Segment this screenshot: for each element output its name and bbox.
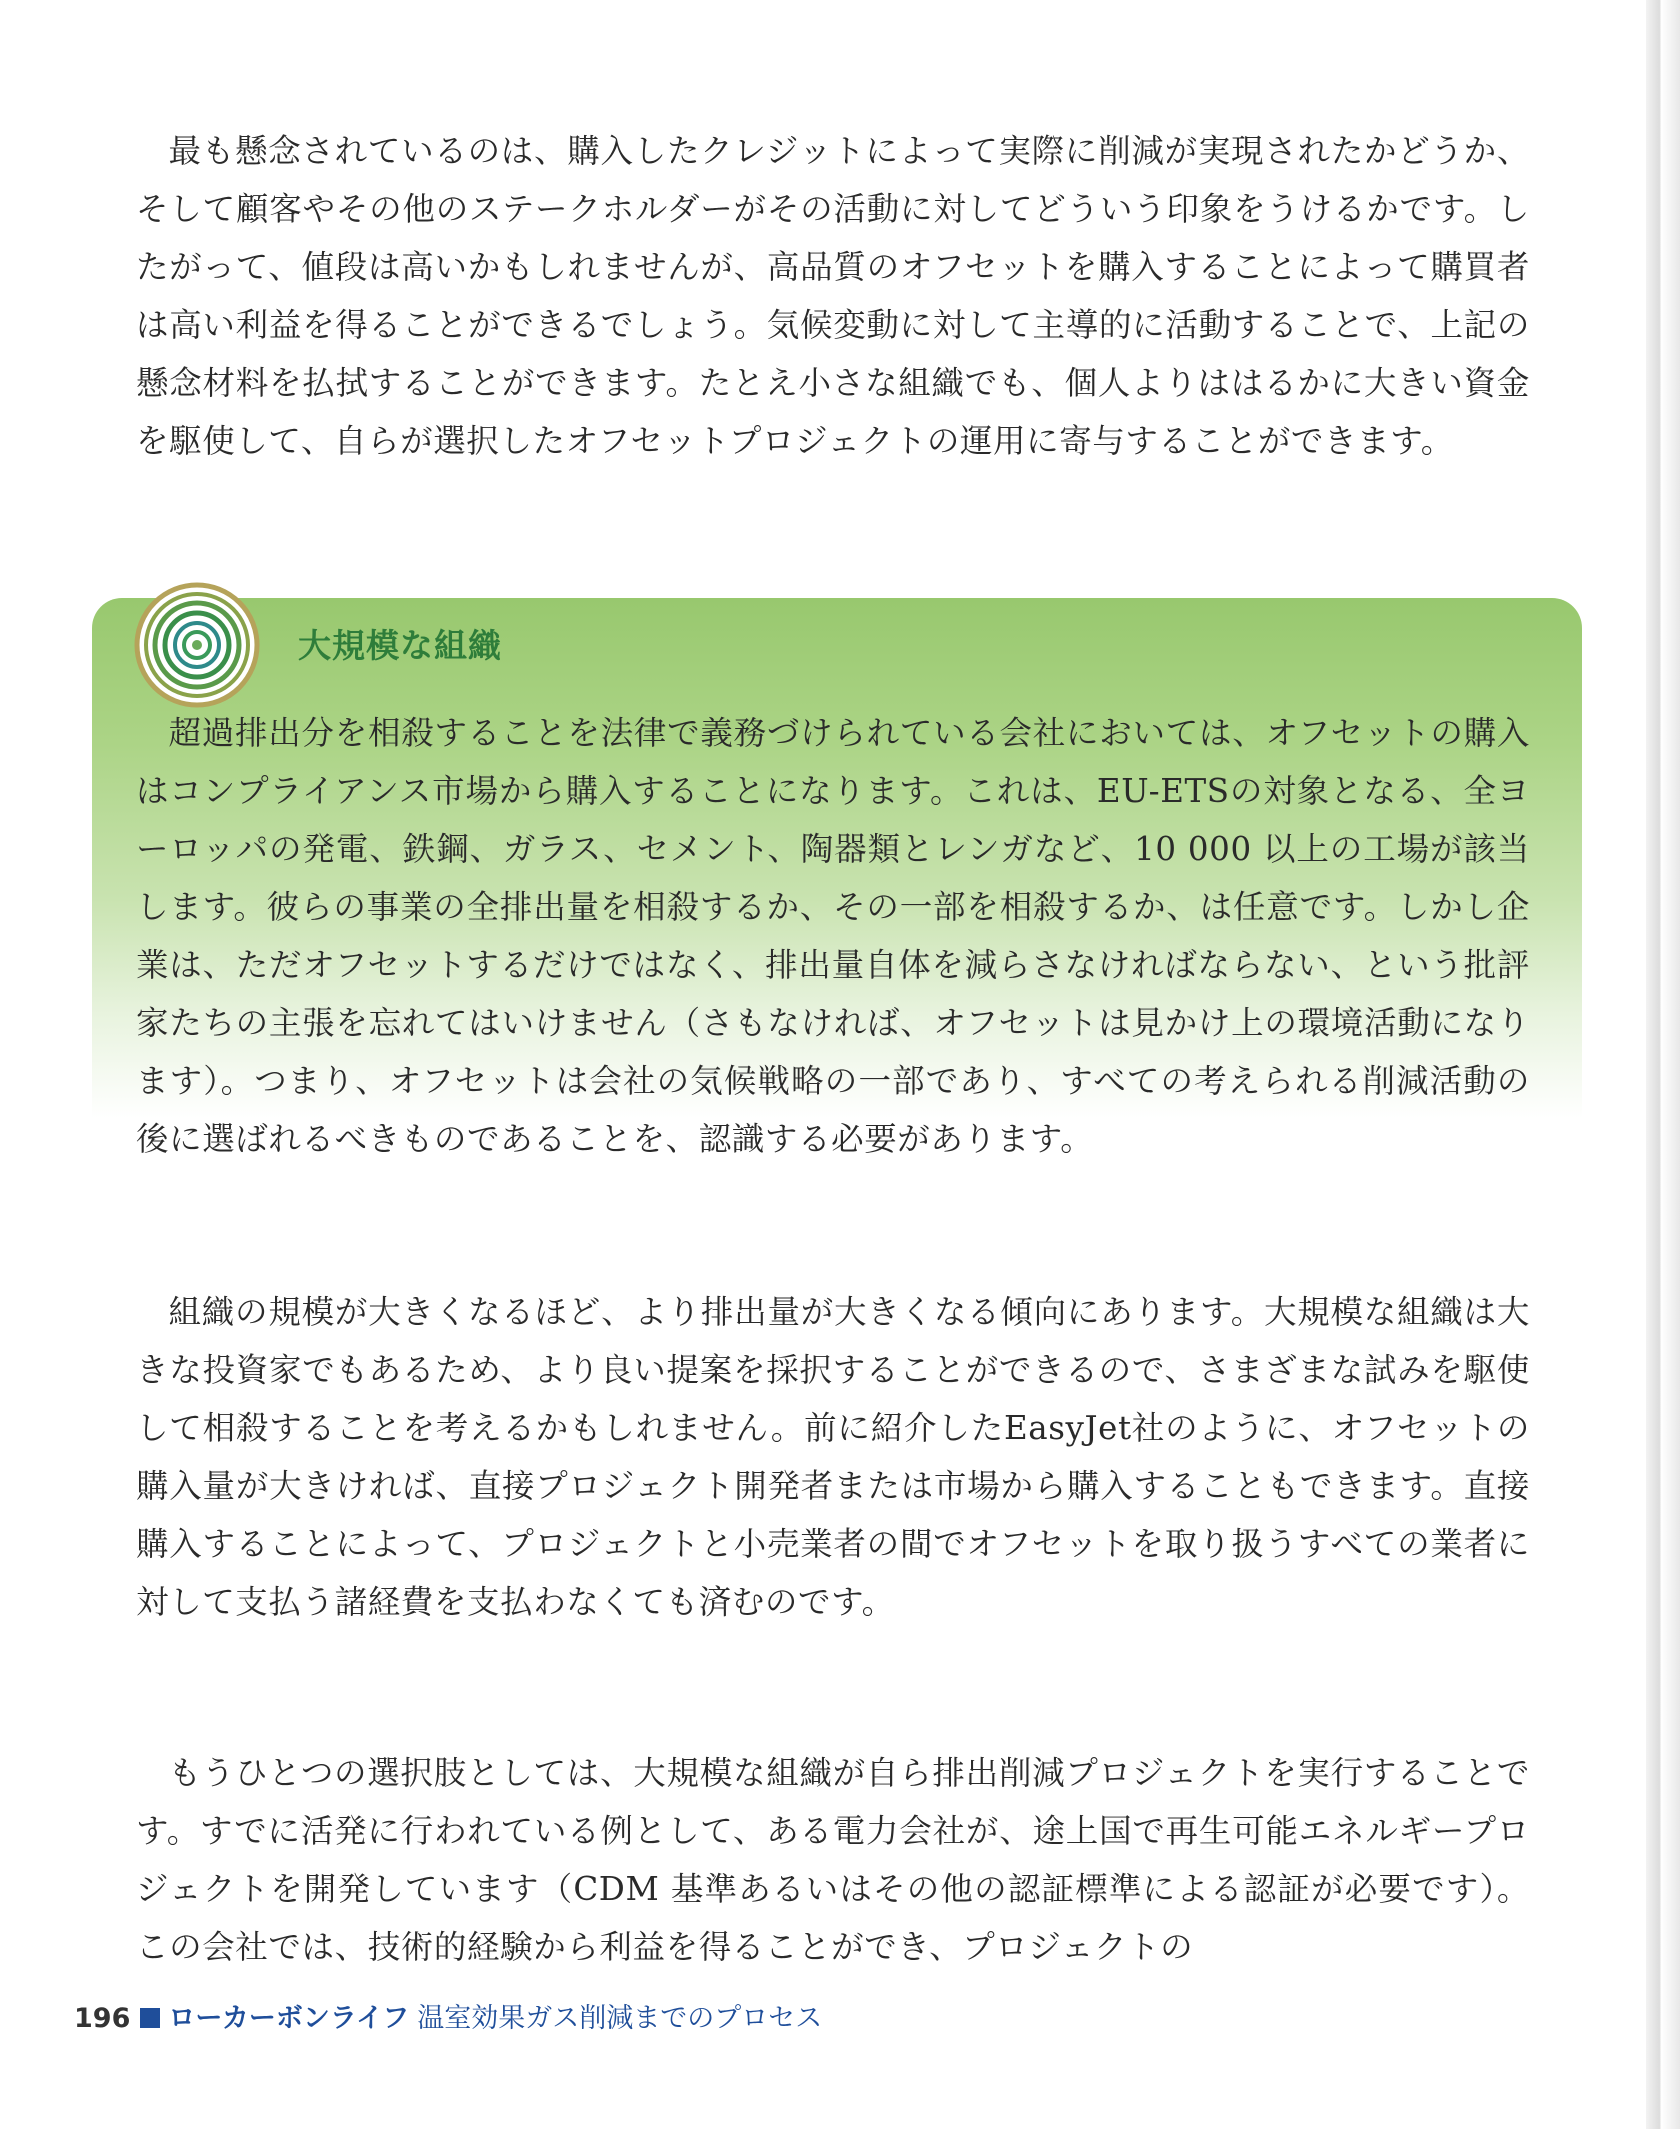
concentric-circles-icon (132, 580, 262, 710)
page-edge (1646, 0, 1680, 2129)
book-title: ローカーボンライフ (168, 2003, 410, 2034)
page-number: 196 (74, 2003, 131, 2034)
box-heading: 大規模な組織 (298, 626, 502, 665)
body-paragraph: 組織の規模が大きくなるほど、より排出量が大きくなる傾向にあります。大規模な組織は大きな投資家でもあるため、より良い提案を採択することができるので、さまざまな試みを駆使して相殺することを考えるかもしれません。前に紹介したEasyJet社のように、オフセットの購入量が大きければ、直接プロジェクト開発者または市場から購入することもできます。直接購入することによって、プロジェクトと小売業者の間でオフセットを取り扱うすべての業者に対して支払う諸経費を支払わなくても済むのです。 (136, 1293, 1530, 1621)
square-bullet-icon (140, 2008, 160, 2028)
box-paragraph: 超過排出分を相殺することを法律で義務づけられている会社においては、オフセットの購入はコンプライアンス市場から購入することになります。これは、EU-ETSの対象となる、全ヨーロッパの発電、鉄鋼、ガラス、セメント、陶器類とレンガなど、10 000 以上の工場が該当します。彼らの事業の全排出量を相殺するか、その一部を相殺するか、は任意です。しかし企業は、ただオフセットするだけではなく、排出量自体を減らさなければならない、という批評家たちの主張を忘れてはいけません（さもなければ、オフセットは見かけ上の環境活動になります）。つまり、オフセットは会社の気候戦略の一部であり、すべての考えられる削減活動の後に選ばれるべきものであることを、認識する必要があります。 (136, 714, 1530, 1158)
book-subtitle: 温室効果ガス削減までのプロセス (417, 2003, 823, 2034)
body-paragraph: もうひとつの選択肢としては、大規模な組織が自ら排出削減プロジェクトを実行することです。すでに活発に行われている例として、ある電力会社が、途上国で再生可能エネルギープロジェクトを開発しています（CDM 基準あるいはその他の認証標準による認証が必要です）。この会社では、技術的経験から利益を得ることができ、プロジェクトの (136, 1754, 1530, 1966)
page-footer (74, 1996, 822, 2035)
body-paragraph: 最も懸念されているのは、購入したクレジットによって実際に削減が実現されたかどうか、そして顧客やその他のステークホルダーがその活動に対してどういう印象をうけるかです。したがって、値段は高いかもしれませんが、高品質のオフセットを購入することによって購買者は高い利益を得ることができるでしょう。気候変動に対して主導的に活動することで、上記の懸念材料を払拭することができます。たとえ小さな組織でも、個人よりははるかに大きい資金を駆使して、自らが選択したオフセットプロジェクトの運用に寄与することができます。 (136, 132, 1530, 460)
